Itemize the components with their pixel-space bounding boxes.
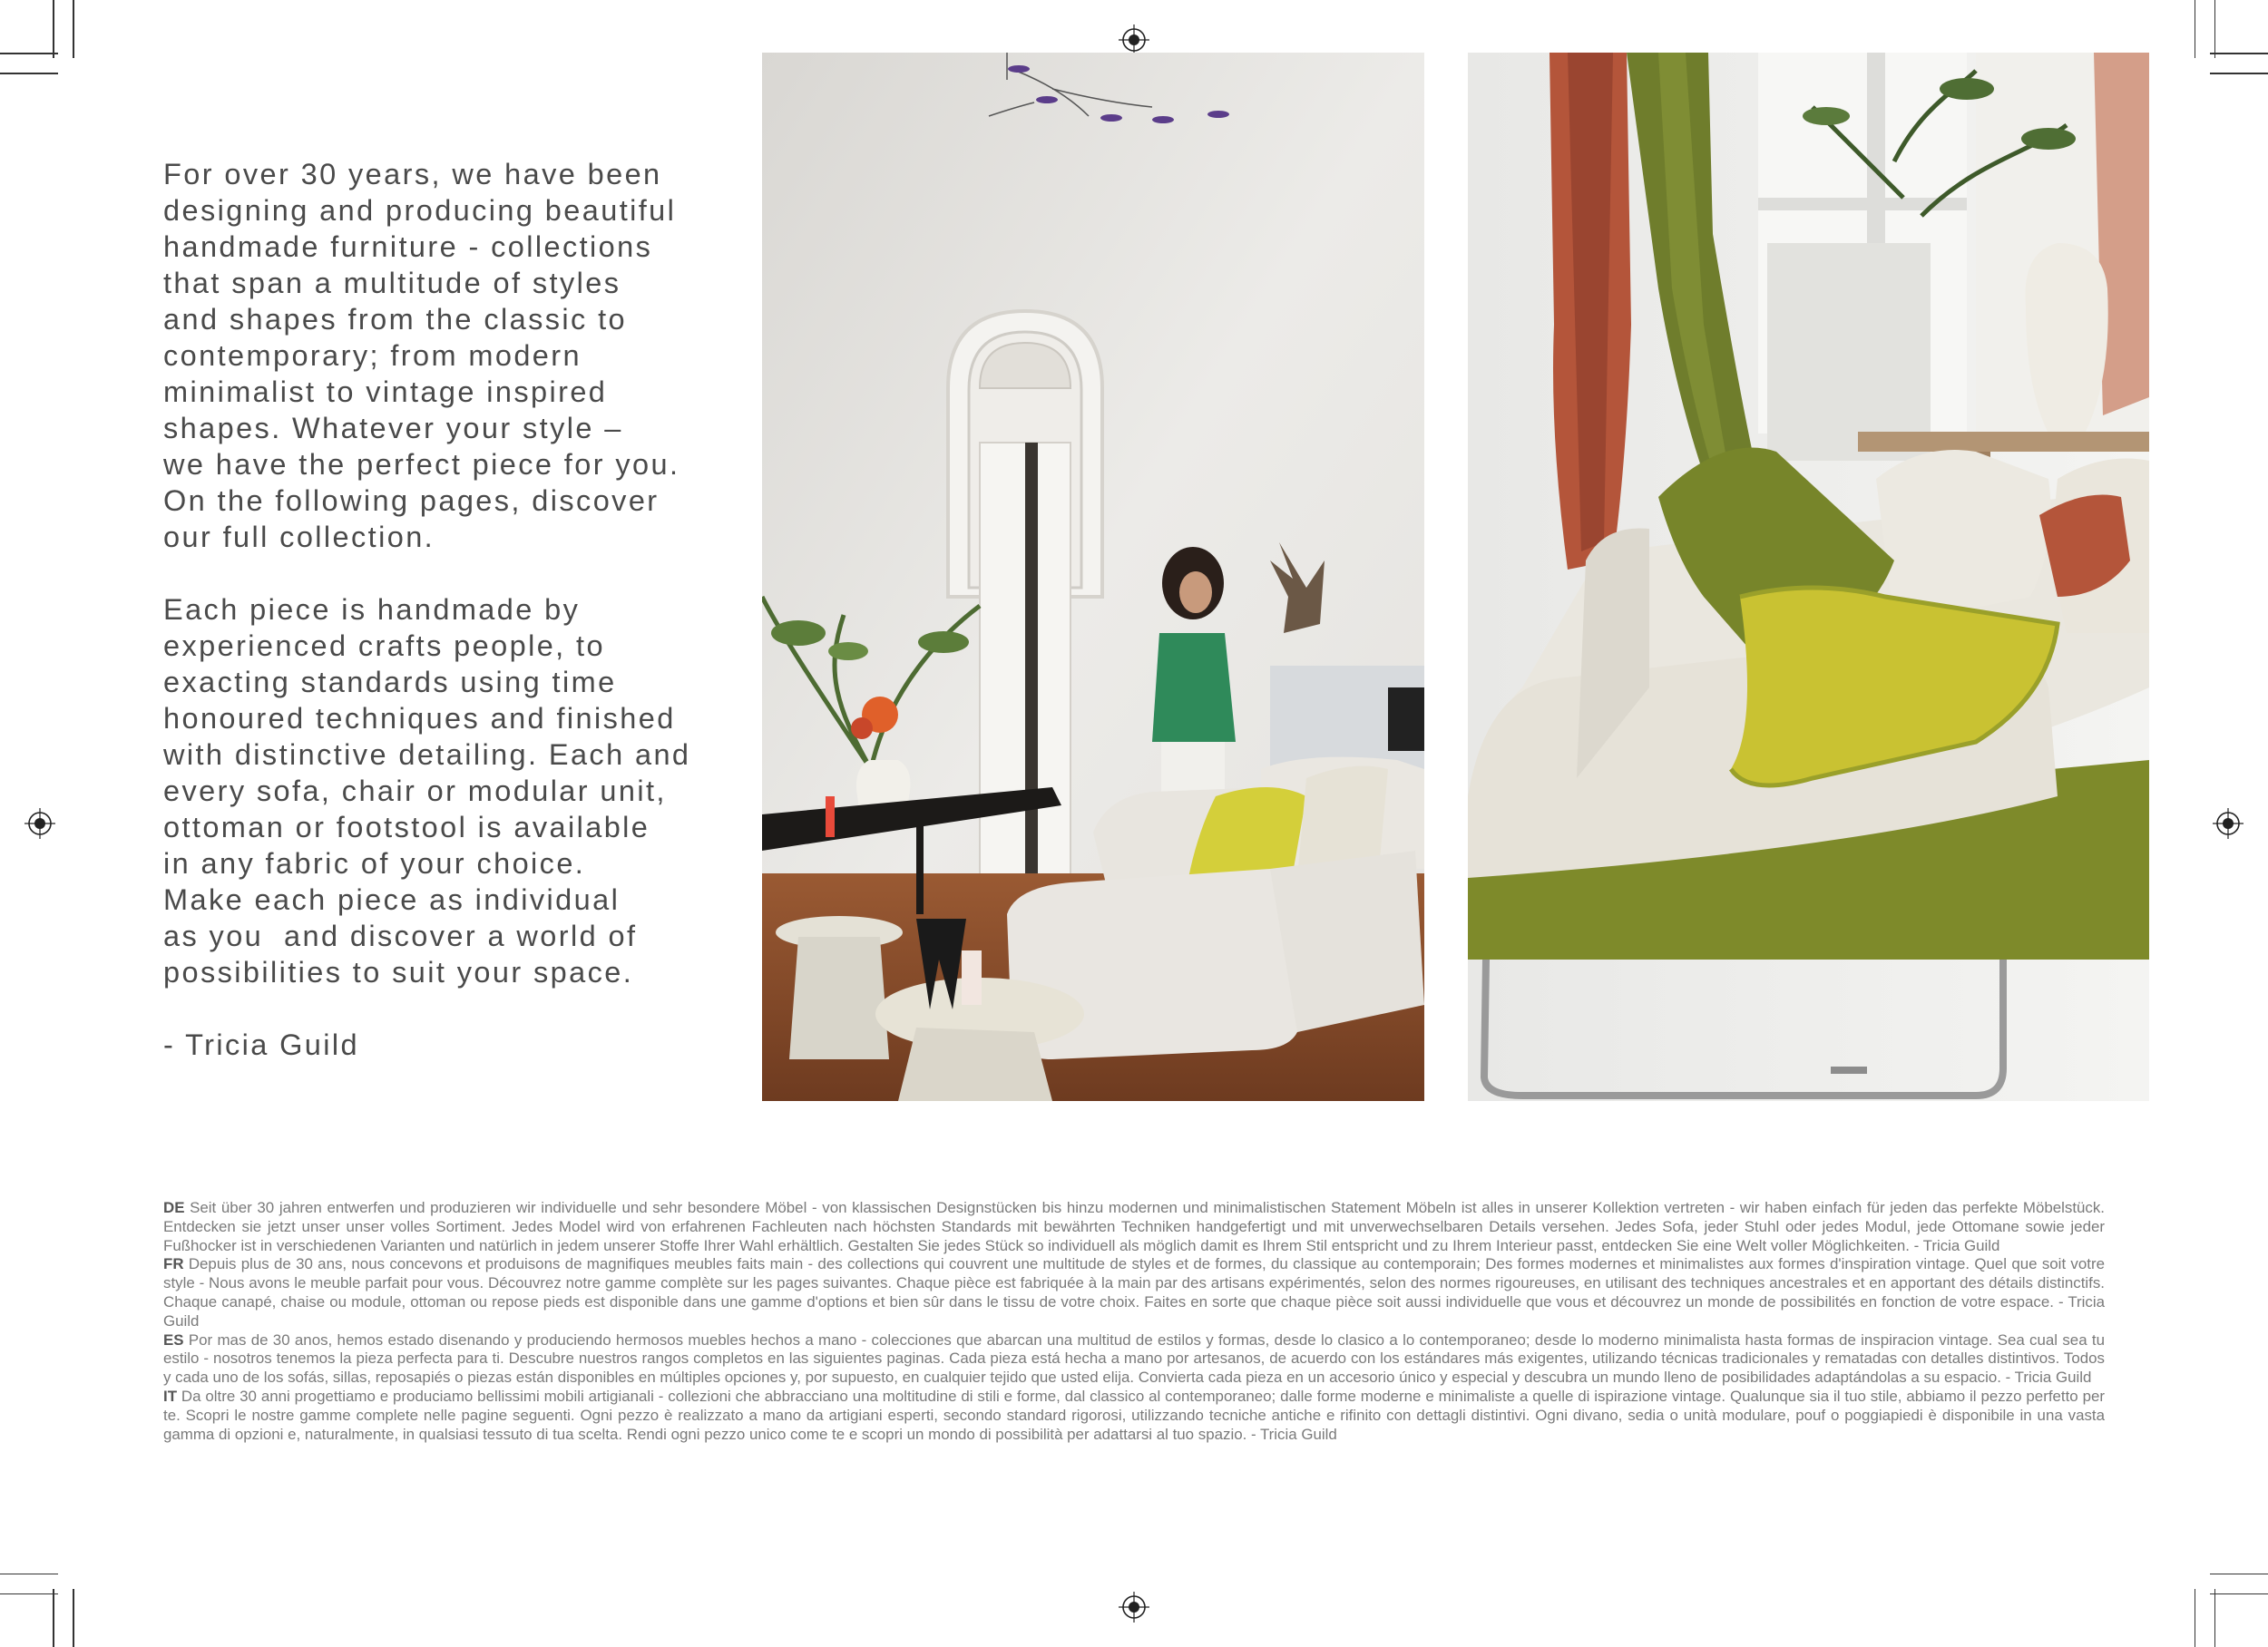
intro-line: in any fabric of your choice.: [163, 847, 586, 880]
intro-line: honoured techniques and finished: [163, 702, 676, 735]
registration-mark-icon: [24, 808, 55, 839]
signature: - Tricia Guild: [163, 1028, 359, 1061]
intro-line: every sofa, chair or modular unit,: [163, 775, 667, 807]
translation-de: [163, 1199, 2105, 1255]
translation-text: Da oltre 30 anni progettiamo e produciamo bellissimi mobili artigianali - collezioni che abbracciano una moltitudine di stili e forme, dal classico al contemporaneo; dalle forme moderne e minimaliste a quelle di ispirazione vintage. Qualunque sia il tuo stile, abbiamo il pezzo perfetto per te. Scopri le nostre gamme complete nelle pagine seguenti. Ogni pezzo è realizzato a mano da artigiani esperti, secondo standard rigorosi, utilizzando tecniche antiche e rifinito con dettagli distintivi. Ogni divano, sedia o unità modulare, pouf o poggiapiedi è disponibile in una vasta gamma di opzioni e, naturalmente, in qualsiasi tessuto di tua scelta. Rendi ogni pezzo unico come te e scopri un mondo di possibilità per adattarsi al tuo spazio. - Tricia Guild: [163, 1387, 2105, 1443]
crop-mark: [2210, 73, 2268, 74]
language-code: DE: [163, 1199, 185, 1216]
living-room-illustration: [762, 53, 1424, 1101]
translation-text: Seit über 30 jahren entwerfen und produzieren wir individuelle und sehr besondere Möbel - von klassischen Designstücken bis hinzu modernen und minimalistischen Statement Möbeln ist alles in unserer Kollektion vertreten - wir haben einfach für jeden das perfekte Möbelstück. Entdecken sie jetzt unser unser volles Sortiment. Jedes Model wird von erfahrenen Fachleuten nach höchsten Standards mit bewährten Techniken handgefertigt und mit unverwechselbaren Details versehen. Jedes Sofa, jeder Stuhl oder jedes Modul, jede Ottomane sowie jeder Fußhocker ist in verschiedenen Varianten und natürlich in jedem unserer Stoffe Ihrer Wahl erhältlich. Gestalten Sie jedes Stück so individuell als möglich damit es Ihrem Stil entspricht und zu Ihrem Interieur passt, entdecken Sie eine Welt voller Möglichkeiten. - Tricia Guild: [163, 1199, 2105, 1254]
intro-line: minimalist to vintage inspired: [163, 375, 608, 408]
intro-line: For over 30 years, we have been: [163, 158, 662, 190]
intro-line: experienced crafts people, to: [163, 629, 605, 662]
intro-line: handmade furniture - collections: [163, 230, 653, 263]
language-code: IT: [163, 1387, 178, 1405]
intro-line: designing and producing beautiful: [163, 194, 677, 227]
registration-mark-icon: [2213, 808, 2244, 839]
crop-mark: [0, 53, 58, 54]
sofa-closeup-photo: [1468, 53, 2149, 1101]
translation-it: [163, 1388, 2105, 1444]
intro-paragraph-1: [163, 156, 708, 555]
crop-mark: [53, 0, 54, 58]
intro-line: with distinctive detailing. Each and: [163, 738, 691, 771]
crop-mark: [2195, 1589, 2196, 1647]
crop-mark: [2195, 0, 2196, 58]
crop-mark: [2210, 53, 2268, 54]
intro-line: our full collection.: [163, 521, 435, 553]
crop-mark: [73, 1589, 74, 1647]
intro-line: contemporary; from modern: [163, 339, 582, 372]
crop-mark: [2210, 1574, 2268, 1575]
translation-text: Depuis plus de 30 ans, nous concevons et produisons de magnifiques meubles faits main - des collections qui couvrent une multitude de styles et de formes, du classique au contemporain; Des formes modernes et minimalistes aux formes d'inspiration vintage. Quel que soit votre style - Nous avons le meuble parfait pour vous. Découvrez notre gamme complète sur les pages suivantes. Chaque pièce est fabriquée à la main par des artisans expérimentés, selon des normes rigoureuses, en utilisant des techniques ancestrales et en apportant des détails distinctifs. Chaque canapé, chaise ou module, ottoman ou repose pieds est disponible dans une gamme d'options et bien sûr dans le tissu de votre choix. Faites en sorte que chaque pièce soit aussi individuelle que vous et découvrez un monde de possibilités en fonction de votre espace. - Tricia Guild: [163, 1255, 2105, 1330]
intro-line: ottoman or footstool is available: [163, 811, 650, 843]
intro-text: [163, 156, 708, 1063]
living-room-photo: [762, 53, 1424, 1101]
crop-mark: [53, 1589, 54, 1647]
sofa-closeup-illustration: [1468, 53, 2149, 1101]
translations-block: [163, 1199, 2105, 1444]
registration-mark-icon: [1119, 24, 1149, 55]
crop-mark: [73, 0, 74, 58]
translation-text: Por mas de 30 anos, hemos estado disenando y produciendo hermosos muebles hechos a mano - colecciones que abarcan una multitud de estilos y formas, desde lo clasico a lo contemporaneo; desde lo moderno minimalista hasta formas de inspiracion vintage. Sea cual sea tu estilo - nosotros tenemos la pieza perfecta para ti. Descubre nuestros rangos completos en las siguientes paginas. Cada pieza está hecha a mano por artesanos, de acuerdo con los estándares más exigentes, utilizando técnicas tradicionales y rematadas con detalles distintivos. Todos y cada uno de los sofás, sillas, reposapiés o piezas están disponibles en múltiples opciones y, por supuesto, en cualquier tejido que usted elija. Convierta cada pieza en un accesorio único y especial y descubra un mundo lleno de posibilidades adaptándolas a su espacio. - Tricia Guild: [163, 1330, 2105, 1387]
intro-line: that span a multitude of styles: [163, 267, 621, 299]
intro-line: we have the perfect piece for you.: [163, 448, 680, 481]
crop-mark: [2214, 0, 2216, 58]
crop-mark: [2210, 1593, 2268, 1595]
crop-mark: [0, 1574, 58, 1575]
crop-mark: [0, 1593, 58, 1595]
intro-line: shapes. Whatever your style –: [163, 412, 623, 444]
translation-fr: [163, 1255, 2105, 1330]
translation-es: [163, 1331, 2105, 1388]
crop-mark: [0, 73, 58, 74]
language-code: ES: [163, 1330, 184, 1349]
intro-line: On the following pages, discover: [163, 484, 660, 517]
intro-line: as you and discover a world of: [163, 920, 638, 952]
intro-line: and shapes from the classic to: [163, 303, 627, 336]
intro-line: Make each piece as individual: [163, 883, 621, 916]
language-code: FR: [163, 1255, 184, 1273]
registration-mark-icon: [1119, 1592, 1149, 1623]
crop-mark: [2214, 1589, 2216, 1647]
intro-line: Each piece is handmade by: [163, 593, 581, 626]
intro-paragraph-2: [163, 591, 708, 990]
intro-line: exacting standards using time: [163, 666, 617, 698]
intro-line: possibilities to suit your space.: [163, 956, 634, 989]
